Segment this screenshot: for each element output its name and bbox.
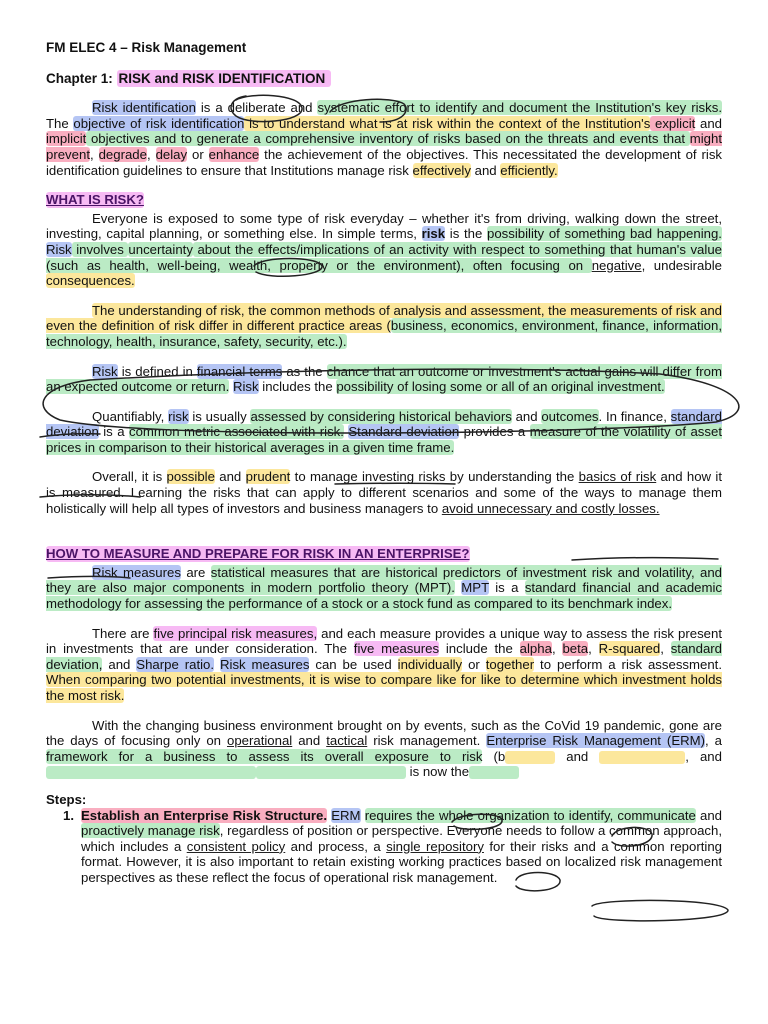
highlight: five principal risk measures,: [153, 625, 318, 641]
text: as the: [282, 363, 327, 379]
text: is a: [98, 424, 129, 440]
step-title: Establish an Enterprise Risk Structure.: [81, 807, 328, 823]
measure-paragraph-2: [46, 626, 722, 704]
text: and: [511, 408, 542, 424]
text: , undesirable: [641, 257, 722, 273]
highlight: possibility of something bad happening.: [486, 226, 722, 242]
highlight: MPT: [461, 580, 489, 596]
obscured-highlight: [469, 766, 519, 779]
obscured-highlight: [46, 766, 256, 779]
highlight: is to understand what is at risk within the context of the Institution's: [244, 115, 651, 131]
highlight: possibility of losing some or all of an original investment.: [336, 379, 665, 395]
highlight: risk: [168, 408, 189, 424]
text: and how it is measured. Learning the risks that can apply to different scenarios and some of the ways to manage them holistically will help all types of investors and business managers to: [46, 469, 723, 516]
what-is-risk-paragraph-2: [46, 303, 722, 350]
text: and: [555, 748, 600, 764]
step-body: [81, 808, 722, 886]
highlight: standard deviation,: [46, 641, 723, 672]
obscured-highlight: [599, 751, 685, 764]
text: is a: [195, 100, 228, 116]
text: ,: [90, 146, 99, 162]
highlight: risk: [421, 226, 446, 242]
highlight: chance that an outcome or investment's actual gains will differ from an expected outcome or return.: [46, 363, 722, 395]
text: operational: [226, 733, 293, 749]
text: tactical: [326, 733, 368, 749]
text: provides a: [459, 424, 530, 440]
highlight: about the effects/implications of an activity with respect to something that human's value (such as health, well-being, wealth, property or the environment), often focusing on: [46, 241, 722, 273]
highlight: possible: [166, 469, 215, 485]
intro-paragraph: [46, 100, 722, 178]
highlight: framework for a business to assess its overall exposure to risk: [46, 748, 483, 764]
highlight: requires the whole organization to identify, communicate: [364, 807, 696, 823]
what-is-risk-paragraph-5: [46, 469, 722, 516]
text: and: [214, 469, 246, 485]
text: the achievement of the objectives. This necessitated the development of risk identification guidelines to ensure that Institutions manage risk: [46, 146, 723, 178]
highlight: might prevent: [46, 131, 722, 162]
highlight: explicit: [650, 115, 696, 131]
text: , regardless of position or perspective. Everyone needs to follow a common approach, which includes a: [81, 823, 722, 854]
text: is now the: [406, 764, 470, 780]
text: basics of risk: [578, 469, 657, 485]
text: , a: [705, 733, 722, 749]
text: can be used: [309, 656, 398, 672]
step-number: 1.: [63, 807, 74, 823]
highlight: assessed by considering historical behaviors: [250, 408, 512, 424]
what-is-risk-paragraph-3: [46, 364, 722, 395]
text: and: [292, 733, 327, 749]
text: to manage investing risks by understanding the: [290, 469, 579, 485]
highlight: Sharpe ratio.: [136, 656, 215, 672]
highlight: individually: [397, 656, 463, 672]
text: and: [285, 100, 318, 116]
chapter-label: Chapter 1:: [46, 70, 113, 86]
text: consistent policy: [186, 838, 286, 854]
highlight: degrade: [98, 146, 147, 162]
highlight: objective of risk identification: [73, 115, 245, 131]
highlight: implicit: [46, 131, 87, 147]
highlight: Risk identification: [92, 100, 196, 116]
text: includes the: [258, 379, 337, 395]
text: is the: [445, 226, 487, 242]
what-is-risk-paragraph-1: [46, 211, 722, 289]
steps-label: Steps:: [46, 791, 87, 807]
text: , and: [685, 748, 722, 764]
text: With the changing business environment brought on by events, such as the CoVid 19 pandemic, gone are the days of focusing only on: [46, 717, 722, 749]
highlight: beta: [562, 641, 589, 657]
text: or: [187, 146, 209, 162]
text: and: [102, 656, 137, 672]
highlight: Risk measures: [92, 564, 181, 580]
measure-paragraph-3: [46, 718, 722, 780]
highlight: Risk: [46, 241, 72, 257]
highlight: systematic effort to identify and document the Institution's key risks.: [317, 100, 722, 116]
section-heading-measure-risk: HOW TO MEASURE AND PREPARE FOR RISK IN AN ENTERPRISE?: [46, 546, 470, 562]
highlight: efficiently.: [500, 162, 558, 178]
document-title: FM ELEC 4 – Risk Management: [46, 40, 247, 55]
text: are: [180, 564, 211, 580]
highlight: uncertainty: [128, 241, 193, 257]
text: negative: [591, 257, 642, 273]
highlight: Enterprise Risk Management (ERM): [486, 733, 706, 749]
highlight: objectives and to generate a comprehensive inventory of risks based on the threats and events that: [86, 131, 690, 147]
text: avoid unnecessary and costly losses.: [441, 500, 660, 516]
text: ,: [146, 146, 156, 162]
text: . In finance,: [598, 408, 671, 424]
text: single repository: [386, 838, 484, 854]
highlight: enhance: [208, 146, 260, 162]
highlight: together: [485, 656, 535, 672]
highlight: involves: [71, 241, 129, 257]
highlight: effectively: [412, 162, 471, 178]
highlight: business, economics, environment, finance, information, technology, health, insurance, safety, security, etc.).: [46, 318, 722, 349]
step-item: [46, 808, 722, 886]
text: Quantifiably,: [92, 408, 169, 424]
text: There are: [92, 625, 154, 641]
text: include the: [439, 641, 520, 657]
section-heading-what-is-risk: WHAT IS RISK?: [46, 192, 144, 208]
highlight: Risk: [92, 363, 118, 379]
highlight: When comparing two potential investments, it is wise to compare like for like to determine which investment holds the most risk.: [46, 672, 722, 703]
text: ,: [551, 641, 563, 657]
highlight: standard financial and academic methodology for assessing the performance of a stock or a stock fund as compared to its benchmark index.: [46, 580, 722, 612]
text: and: [470, 162, 501, 178]
text: for their risks and a common reporting format. However, it is also important to retain existing working practices based on localized risk management perspectives as these reflect the focus of operational risk management.: [81, 838, 723, 885]
highlight: ERM: [331, 807, 361, 823]
highlight: measure of the volatility of asset prices in comparison to their historical averages in a given time frame.: [46, 424, 722, 455]
highlight: Risk: [232, 379, 259, 395]
text: to perform a risk assessment.: [534, 656, 722, 672]
text: is usually: [188, 408, 251, 424]
text: is a: [488, 580, 525, 596]
highlight: five measures: [353, 641, 440, 657]
chapter-title: RISK and RISK IDENTIFICATION: [117, 70, 332, 87]
text: Everyone is exposed to some type of risk everyday – whether it's from driving, walking down the street, investing, capital planning, or something else. In simple terms,: [46, 210, 722, 242]
text: or: [462, 656, 486, 672]
highlight: proactively manage risk: [81, 823, 220, 839]
obscured-highlight: [256, 766, 406, 779]
document-page: [46, 40, 722, 886]
text: and: [695, 115, 723, 131]
highlight: Standard deviation: [348, 424, 460, 440]
pen-circle: [592, 900, 728, 920]
text: risk management.: [367, 733, 487, 749]
highlight: statistical measures that are historical predictors of investment risk and volatility, and they are also major components in modern portfolio theory (MPT).: [46, 564, 723, 596]
highlight: delay: [155, 146, 188, 162]
highlight: prudent: [245, 469, 291, 485]
what-is-risk-paragraph-4: [46, 409, 722, 456]
highlight: outcomes: [541, 408, 599, 424]
chapter-heading: [46, 71, 722, 87]
highlight: consequences.: [46, 273, 135, 289]
text: ,: [588, 641, 599, 657]
highlight: Risk measures: [219, 656, 310, 672]
text: Overall, it is: [92, 469, 167, 485]
text: and each measure provides a unique way to assess the risk present in investments that are under consideration. The: [46, 625, 722, 657]
text: ,: [660, 641, 671, 657]
highlight: R-squared: [598, 641, 661, 657]
text: and process, a: [285, 838, 387, 854]
obscured-highlight: [505, 751, 555, 764]
text: (b: [482, 748, 506, 764]
highlight: common metric associated with risk.: [129, 424, 344, 440]
text: The: [46, 115, 74, 131]
measure-paragraph-1: [46, 565, 722, 612]
text: and: [695, 807, 723, 823]
highlight: standard deviation: [46, 408, 722, 440]
highlight: alpha: [519, 641, 552, 657]
text: is defined in: [117, 363, 197, 379]
highlight: The understanding of risk, the common methods of analysis and assessment, the measurements of risk and even the definition of risk differ in different practice areas (: [46, 302, 722, 334]
text: deliberate: [227, 100, 286, 116]
highlight: financial terms: [196, 363, 283, 379]
